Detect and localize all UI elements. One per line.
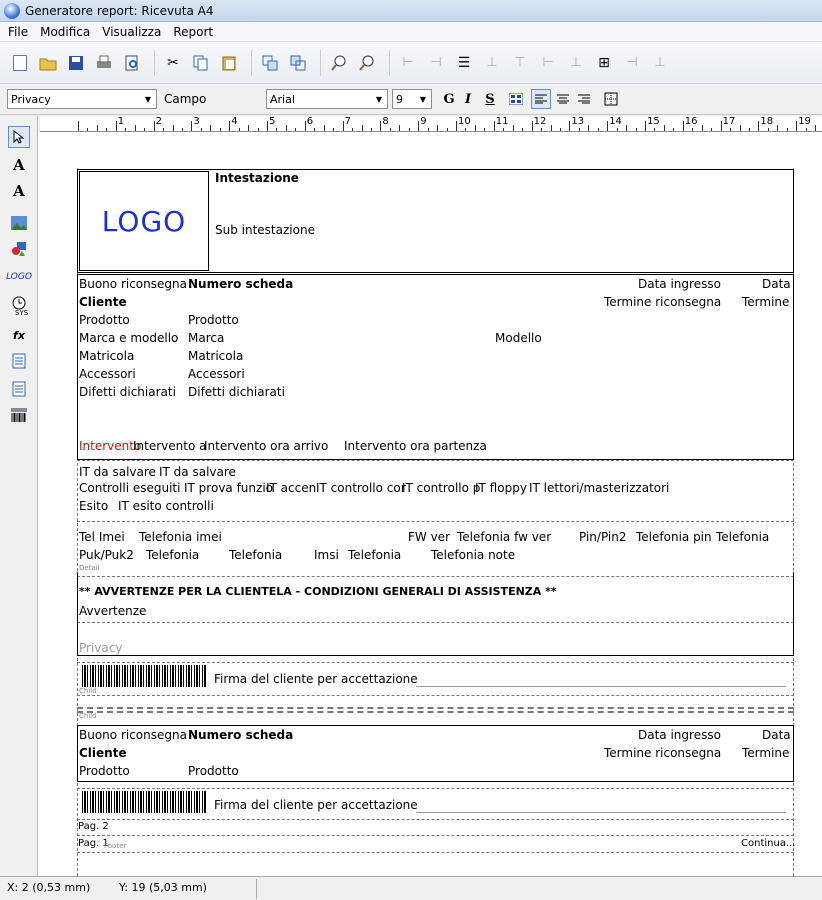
- ruler-tick: [97, 125, 98, 131]
- font-size-select[interactable]: [392, 89, 432, 109]
- tel-imei-label[interactable]: Tel Imei: [79, 530, 125, 544]
- ruler-number: 16: [684, 116, 698, 127]
- logo-box[interactable]: [79, 171, 209, 271]
- band-separator: [77, 695, 794, 696]
- band-separator: [77, 788, 794, 789]
- ruler-tick: [191, 121, 192, 131]
- telefonia-field-4[interactable]: Telefonia: [348, 548, 402, 562]
- italic-button[interactable]: I: [464, 91, 472, 107]
- ruler-tick: [721, 121, 722, 131]
- ruler-tick: [730, 128, 731, 131]
- ruler-tick: [551, 125, 552, 131]
- menu-visualizza[interactable]: Visualizza: [102, 24, 162, 39]
- bold-button[interactable]: G: [443, 91, 455, 107]
- ruler-number: 12: [533, 116, 547, 127]
- it-da-salvare-label[interactable]: IT da salvare: [79, 465, 156, 479]
- difetti-field[interactable]: Difetti dichiarati: [188, 385, 285, 399]
- subreport-icon[interactable]: [8, 350, 30, 372]
- ruler-tick: [636, 128, 637, 131]
- ruler-tick: [380, 121, 381, 131]
- chevron-down-icon: ▼: [144, 94, 152, 104]
- sub-intestazione-field[interactable]: Sub intestazione: [215, 223, 315, 237]
- zoom-out-icon[interactable]: [355, 51, 379, 75]
- ruler-tick: [740, 125, 741, 131]
- align-right-icon[interactable]: ⊥: [486, 55, 498, 70]
- accessori-field[interactable]: Accessori: [188, 367, 245, 381]
- telefonia-field-1[interactable]: Telefonia: [716, 530, 770, 544]
- ruler-tick: [78, 121, 79, 131]
- ruler-tick: [324, 125, 325, 131]
- intervento-a-field[interactable]: Intervento a: [133, 439, 207, 453]
- ruler-tick: [163, 128, 164, 131]
- ruler-tick: [456, 121, 457, 131]
- ruler-tick: [768, 128, 769, 131]
- left-toolbox: [0, 116, 38, 876]
- buono-riconsegna-label-2[interactable]: Buono riconsegna: [79, 728, 187, 742]
- prodotto-label-2[interactable]: Prodotto: [79, 764, 130, 778]
- align-top-icon[interactable]: ⊤: [514, 55, 526, 70]
- chevron-down-icon: ▼: [419, 94, 427, 104]
- band-separator: [77, 711, 794, 713]
- align-vcenter-icon[interactable]: ⊢: [542, 55, 554, 70]
- print-icon[interactable]: [92, 51, 116, 75]
- firma-label-2[interactable]: Firma del cliente per accettazione: [214, 798, 418, 812]
- align-hcenter-icon[interactable]: ⊣: [430, 55, 442, 70]
- ruler-tick: [182, 128, 183, 131]
- pag2-field[interactable]: Pag. 2: [78, 821, 109, 832]
- ruler-tick: [125, 128, 126, 131]
- status-bar: [0, 876, 822, 900]
- font-select-value: Arial: [270, 92, 295, 106]
- termine-riconsegna-label-2[interactable]: Termine riconsegna: [604, 746, 722, 760]
- buono-riconsegna-label[interactable]: Buono riconsegna: [79, 277, 187, 291]
- intervento-label[interactable]: Intervento: [79, 439, 142, 453]
- ruler-tick: [305, 121, 306, 131]
- controlli-eseguiti-label[interactable]: Controlli eseguiti: [79, 481, 181, 495]
- footer-band-tag: Footer: [104, 842, 127, 850]
- ruler-number: 14: [609, 116, 622, 127]
- borders-icon[interactable]: [601, 89, 621, 109]
- horizontal-ruler: [40, 116, 822, 132]
- ruler-tick: [503, 128, 504, 131]
- ruler-number: 10: [458, 116, 471, 127]
- ruler-tick: [276, 128, 277, 131]
- it-prova-funz-field[interactable]: IT prova funzio: [184, 481, 273, 495]
- cut-icon[interactable]: ✂: [167, 54, 179, 71]
- font-select[interactable]: [266, 89, 388, 109]
- menu-file[interactable]: File: [8, 24, 29, 39]
- ruler-tick: [645, 121, 646, 131]
- ruler-number: 19: [798, 116, 811, 127]
- child-band-tag: Child: [79, 687, 97, 695]
- text-align-left-icon[interactable]: [531, 89, 551, 109]
- ruler-tick: [116, 121, 117, 131]
- ruler-number: 1: [117, 116, 125, 127]
- title-bar: [0, 0, 822, 22]
- app-icon: [4, 3, 20, 19]
- band-separator: [77, 852, 794, 853]
- telefonia-fw-ver-field[interactable]: Telefonia fw ver: [457, 530, 552, 544]
- align-left-icon[interactable]: ⊢: [402, 55, 414, 70]
- pointer-icon[interactable]: [8, 126, 30, 148]
- privacy-field[interactable]: Privacy: [79, 641, 123, 655]
- ruler-tick: [654, 128, 655, 131]
- ruler-tick: [806, 128, 807, 131]
- ruler-tick: [399, 125, 400, 131]
- save-icon[interactable]: [64, 51, 88, 75]
- ruler-number: 11: [495, 116, 509, 127]
- ruler-tick: [465, 128, 466, 131]
- data-ingresso-label-2[interactable]: Data ingresso: [638, 728, 721, 742]
- barcode-image-2[interactable]: [82, 791, 206, 813]
- difetti-label[interactable]: Difetti dichiarati: [79, 385, 176, 399]
- ruler-tick: [777, 125, 778, 131]
- ruler-tick: [617, 128, 618, 131]
- numero-scheda-field[interactable]: Numero scheda: [188, 277, 294, 291]
- ruler-tick: [815, 125, 816, 131]
- pag1-field[interactable]: Pag. 1: [78, 838, 109, 849]
- ruler-tick: [295, 128, 296, 131]
- ruler-tick: [106, 128, 107, 131]
- logo-tool-icon[interactable]: LOGO: [6, 272, 32, 282]
- accessori-label[interactable]: Accessori: [79, 367, 136, 381]
- space-vertical-icon[interactable]: ⊥: [654, 55, 666, 70]
- field-select-value: Privacy: [11, 92, 51, 106]
- ruler-tick: [314, 128, 315, 131]
- modello-field[interactable]: Modello: [495, 331, 542, 345]
- ruler-tick: [333, 128, 334, 131]
- puk-puk2-label[interactable]: Puk/Puk2: [79, 548, 134, 562]
- barcode-tool-icon[interactable]: [8, 404, 30, 426]
- ruler-tick: [267, 121, 268, 131]
- ruler-number: 8: [382, 116, 389, 127]
- ruler-tick: [352, 128, 353, 131]
- it-esito-field[interactable]: IT esito controlli: [118, 499, 214, 513]
- child-band-tag-2: Child: [79, 712, 97, 720]
- ruler-tick: [484, 128, 485, 131]
- prodotto-field[interactable]: Prodotto: [188, 313, 239, 327]
- termine-field-2[interactable]: Termine: [742, 746, 790, 760]
- telefonia-note-field[interactable]: Telefonia note: [431, 548, 516, 562]
- space-horizontal-icon[interactable]: ⊣: [626, 55, 638, 70]
- ruler-tick: [220, 128, 221, 131]
- color-icon[interactable]: [506, 89, 526, 109]
- continua-field[interactable]: Continua...: [741, 838, 796, 849]
- ruler-tick: [569, 121, 570, 131]
- intestazione-field[interactable]: Intestazione: [215, 171, 299, 185]
- ruler-tick: [787, 128, 788, 131]
- numero-scheda-field-2[interactable]: Numero scheda: [188, 728, 294, 742]
- ruler-tick: [475, 125, 476, 131]
- band-separator: [77, 521, 794, 522]
- zoom-in-icon[interactable]: [327, 51, 351, 75]
- same-height-icon[interactable]: ⊞: [598, 54, 610, 71]
- menu-modifica[interactable]: Modifica: [40, 24, 91, 39]
- it-controllo-cor-field[interactable]: IT controllo cor: [316, 481, 406, 495]
- new-icon[interactable]: [8, 51, 32, 75]
- ruler-tick: [390, 128, 391, 131]
- ruler-number: 13: [571, 116, 585, 127]
- it-accen-field[interactable]: IT accen: [266, 481, 317, 495]
- cliente-field[interactable]: Cliente: [79, 295, 127, 309]
- ruler-tick: [796, 121, 797, 131]
- marca-modello-label[interactable]: Marca e modello: [79, 331, 179, 345]
- ruler-number: 7: [344, 116, 351, 127]
- band-separator: [77, 460, 794, 461]
- ruler-tick: [579, 128, 580, 131]
- it-lettori-field[interactable]: IT lettori/masterizzatori: [529, 481, 670, 495]
- ruler-tick: [409, 128, 410, 131]
- ruler-tick: [673, 128, 674, 131]
- matricola-field[interactable]: Matricola: [188, 349, 244, 363]
- telefonia-imei-field[interactable]: Telefonia imei: [139, 530, 222, 544]
- cliente-field-2[interactable]: Cliente: [79, 746, 127, 760]
- status-y: Y: 19 (5,03 mm): [119, 881, 207, 894]
- logo-text: LOGO: [101, 204, 187, 238]
- pin-pin2-label[interactable]: Pin/Pin2: [579, 530, 627, 544]
- document-icon[interactable]: [8, 378, 30, 400]
- report-canvas[interactable]: [38, 132, 822, 876]
- ruler-tick: [248, 125, 249, 131]
- status-x: X: 2 (0,53 mm): [7, 881, 91, 894]
- data-field[interactable]: Data: [762, 277, 791, 291]
- telefonia-pin-field[interactable]: Telefonia pin: [636, 530, 712, 544]
- it-da-salvare-field[interactable]: IT da salvare: [159, 465, 236, 479]
- ruler-tick: [135, 125, 136, 131]
- status-divider: [256, 879, 257, 899]
- send-back-icon[interactable]: [286, 51, 310, 75]
- prodotto-label[interactable]: Prodotto: [79, 313, 130, 327]
- ruler-number: 17: [722, 116, 736, 127]
- barcode-image[interactable]: [82, 665, 206, 687]
- font-size-value: 9: [396, 92, 403, 106]
- telefonia-field-3[interactable]: Telefonia: [229, 548, 283, 562]
- ruler-tick: [588, 125, 589, 131]
- paste-icon[interactable]: [217, 51, 241, 75]
- sys-label: SYS: [15, 309, 29, 317]
- firma-line-2: [416, 812, 786, 813]
- ruler-tick: [154, 121, 155, 131]
- ruler-tick: [692, 128, 693, 131]
- ruler-tick: [229, 121, 230, 131]
- firma-line: [416, 686, 786, 687]
- ruler-number: 3: [193, 116, 200, 127]
- print-preview-icon[interactable]: [120, 51, 144, 75]
- underline-button[interactable]: S: [485, 91, 495, 107]
- it-controllo-p-field[interactable]: IT controllo p: [402, 481, 481, 495]
- band-separator: [77, 835, 794, 836]
- ruler-tick: [362, 125, 363, 131]
- ruler-tick: [447, 128, 448, 131]
- ruler-tick: [683, 121, 684, 131]
- matricola-label[interactable]: Matricola: [79, 349, 135, 363]
- esito-label[interactable]: Esito: [79, 499, 109, 513]
- avvertenze-band[interactable]: [77, 572, 794, 656]
- avvertenze-field[interactable]: Avvertenze: [79, 604, 147, 618]
- data-field-2[interactable]: Data: [762, 728, 791, 742]
- same-width-icon[interactable]: ☰: [457, 54, 471, 71]
- ruler-tick: [239, 128, 240, 131]
- formula-tool-icon[interactable]: fx: [13, 328, 25, 342]
- field-select[interactable]: [7, 89, 157, 109]
- ruler-tick: [532, 121, 533, 131]
- intervento-ora-arrivo-field[interactable]: Intervento ora arrivo: [204, 439, 329, 453]
- ruler-tick: [371, 128, 372, 131]
- ruler-tick: [749, 128, 750, 131]
- ruler-tick: [258, 128, 259, 131]
- ruler-number: 9: [420, 116, 427, 127]
- ruler-tick: [173, 125, 174, 131]
- ruler-tick: [286, 125, 287, 131]
- main-toolbar: [0, 42, 822, 84]
- copy-icon[interactable]: [189, 51, 213, 75]
- intervento-ora-partenza-field[interactable]: Intervento ora partenza: [344, 439, 487, 453]
- prodotto-field-2[interactable]: Prodotto: [188, 764, 239, 778]
- ruler-tick: [513, 125, 514, 131]
- band-separator: [77, 819, 794, 820]
- ruler-tick: [87, 128, 88, 131]
- ruler-tick: [560, 128, 561, 131]
- data-ingresso-label[interactable]: Data ingresso: [638, 277, 721, 291]
- text-tool-icon[interactable]: A: [13, 156, 25, 174]
- menu-bar: [0, 22, 822, 42]
- firma-label[interactable]: Firma del cliente per accettazione: [214, 672, 418, 686]
- imsi-label[interactable]: Imsi: [314, 548, 339, 562]
- menu-report[interactable]: Report: [173, 24, 214, 39]
- avvertenze-title[interactable]: ** AVVERTENZE PER LA CLIENTELA - CONDIZIONI GENERALI DI ASSISTENZA **: [79, 585, 557, 598]
- band-separator: [77, 662, 794, 663]
- band-separator: [77, 707, 794, 709]
- open-icon[interactable]: [36, 51, 60, 75]
- ruler-number: 18: [760, 116, 774, 127]
- ruler-tick: [607, 121, 608, 131]
- marca-field[interactable]: Marca: [188, 331, 225, 345]
- window-title: Generatore report: Ricevuta A4: [25, 3, 214, 18]
- ruler-tick: [428, 128, 429, 131]
- text-align-center-icon[interactable]: [553, 89, 573, 109]
- ruler-tick: [343, 121, 344, 131]
- termine-riconsegna-label[interactable]: Termine riconsegna: [604, 295, 722, 309]
- ruler-tick: [210, 125, 211, 131]
- field-tool-icon[interactable]: A: [13, 182, 25, 200]
- bring-front-icon[interactable]: [258, 51, 282, 75]
- ruler-number: 6: [306, 116, 314, 127]
- ruler-tick: [437, 125, 438, 131]
- ruler-tick: [541, 128, 542, 131]
- chevron-down-icon: ▼: [375, 94, 383, 104]
- text-align-right-icon[interactable]: [574, 89, 594, 109]
- ruler-tick: [702, 125, 703, 131]
- ruler-tick: [418, 121, 419, 131]
- ruler-number: 4: [231, 116, 238, 127]
- ruler-tick: [598, 128, 599, 131]
- image-tool-icon[interactable]: [8, 212, 30, 234]
- termine-field[interactable]: Termine: [742, 295, 790, 309]
- ruler-tick: [201, 128, 202, 131]
- detail-band-tag: Detail: [79, 564, 100, 572]
- align-bottom-icon[interactable]: ⊥: [570, 55, 582, 70]
- ruler-tick: [144, 128, 145, 131]
- ruler-number: 15: [647, 116, 660, 127]
- shape-tool-icon[interactable]: [8, 238, 30, 260]
- it-floppy-field[interactable]: IT floppy: [475, 481, 527, 495]
- ruler-tick: [626, 125, 627, 131]
- ruler-number: 2: [155, 116, 162, 127]
- telefonia-field-2[interactable]: Telefonia: [146, 548, 200, 562]
- ruler-tick: [711, 128, 712, 131]
- ruler-tick: [758, 121, 759, 131]
- field-label: Campo: [164, 92, 207, 106]
- ruler-tick: [522, 128, 523, 131]
- fw-ver-label[interactable]: FW ver: [408, 530, 450, 544]
- ruler-tick: [664, 125, 665, 131]
- ruler-number: 5: [269, 116, 276, 127]
- ruler-tick: [494, 121, 495, 131]
